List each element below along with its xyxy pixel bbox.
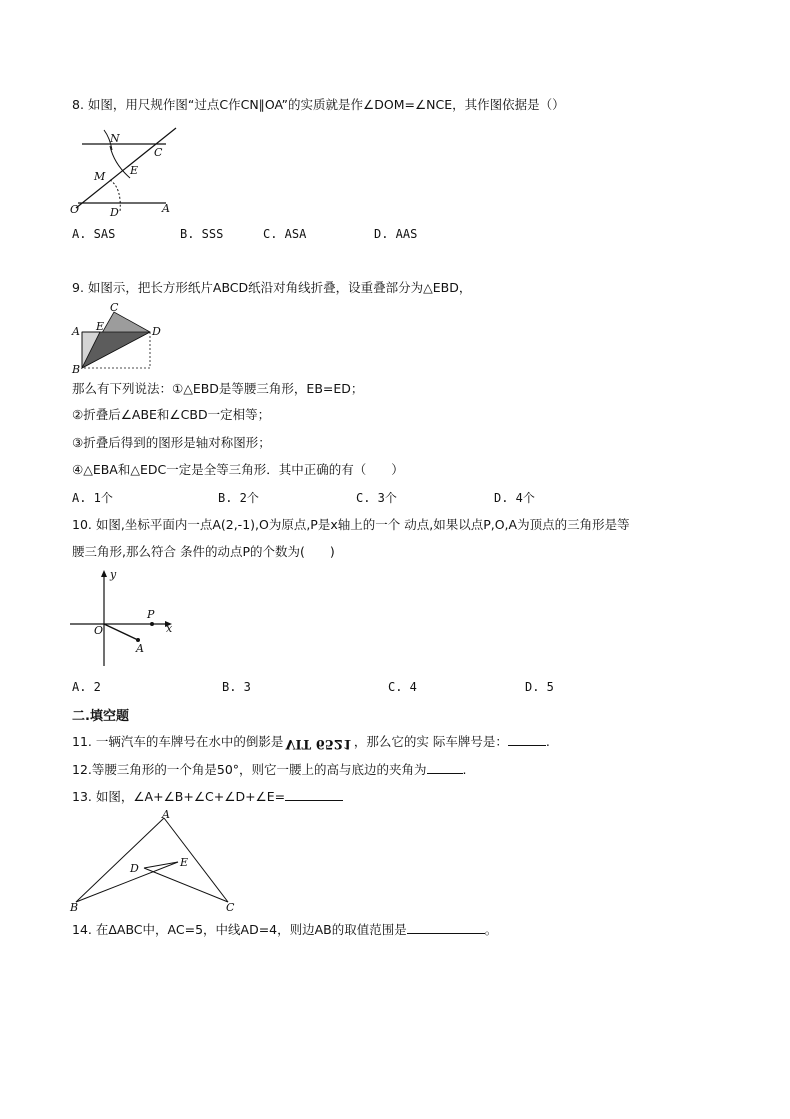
- q10-option-c: C. 4: [388, 680, 417, 694]
- q10-label-x: x: [166, 622, 173, 635]
- q8-option-d: D. AAS: [374, 227, 418, 241]
- q8-label-o: O: [70, 203, 80, 216]
- q13-segment-ed: [144, 862, 178, 868]
- q8-label-d: D: [110, 206, 119, 218]
- q12-text: 12.等腰三角形的一个角是50°，则它一腰上的高与底边的夹角为: [72, 762, 427, 777]
- q13-segment-be: [76, 862, 178, 902]
- q11-text-after: ，那么它的实 际车牌号是：: [353, 734, 508, 749]
- q11-answer-blank[interactable]: [508, 733, 546, 746]
- q8-text: 8. 如图，用尺规作图“过点C作CN∥OA”的实质就是作∠DOM=∠NCE，其作图依据是（）: [72, 97, 565, 112]
- q14-end: 。: [484, 922, 498, 937]
- q13-label-d: D: [130, 862, 139, 875]
- q9-label-c: C: [110, 302, 119, 314]
- q13-answer-blank[interactable]: [285, 788, 343, 801]
- q13-label-b: B: [70, 901, 79, 914]
- q13-label-c: C: [226, 901, 235, 914]
- q9-statement-1: 那么有下列说法：①△EBD是等腰三角形，EB=ED；: [72, 381, 364, 396]
- q11-text-before: 11. 一辆汽车的车牌号在水中的倒影是: [72, 734, 284, 749]
- q10-label-p: P: [147, 608, 155, 621]
- q9-text: 9. 如图示，把长方形纸片ABCD纸沿对角线折叠，设重叠部分为△EBD，: [72, 280, 472, 295]
- q13-line: [72, 788, 343, 806]
- q11-plate-reflection: VIT 6521: [285, 736, 352, 751]
- q14-text: 14. 在ΔABC中，AC=5，中线AD=4，则边AB的取值范围是: [72, 922, 407, 937]
- q9-option-c: C. 3个: [356, 491, 397, 505]
- q8-label-e: E: [130, 164, 139, 177]
- q10-point-p: [150, 622, 154, 626]
- q13-label-a: A: [162, 810, 170, 821]
- q9-label-d: D: [152, 325, 161, 338]
- q9-label-a: A: [72, 325, 80, 338]
- q10-label-a: A: [136, 642, 144, 655]
- q10-text-line2: 腰三角形,那么符合 条件的动点P的个数为( ): [72, 544, 335, 559]
- q13-label-e: E: [180, 856, 189, 869]
- q8-option-b: B. SSS: [180, 227, 224, 241]
- q14-line: [72, 921, 497, 939]
- q10-segment-oa: [104, 624, 138, 640]
- q10-text-line1: 10. 如图,坐标平面内一点A(2,-1),O为原点,P是x轴上的一个 动点,如果以点P,O,A为顶点的三角形是等: [72, 517, 630, 532]
- q13-segment-ba: [76, 818, 164, 902]
- q9-statement-3: ③折叠后得到的图形是轴对称图形；: [72, 435, 271, 450]
- q10-option-a: A. 2: [72, 680, 101, 694]
- q10-label-o: O: [94, 624, 104, 637]
- q8-label-m: M: [94, 170, 106, 183]
- q13-text: 13. 如图，∠A+∠B+∠C+∠D+∠E=: [72, 789, 286, 804]
- q11-line: 11. 一辆汽车的车牌号在水中的倒影是 VIT 6521 ，那么它的实 际车牌号是： .: [72, 734, 550, 751]
- section-title-fill-blank: 二.填空题: [72, 709, 129, 724]
- q10-option-d: D. 5: [525, 680, 554, 694]
- q9-figure: [70, 302, 165, 374]
- q10-label-y: y: [110, 568, 117, 581]
- q9-label-e: E: [96, 320, 105, 333]
- q8-label-n: N: [110, 132, 120, 145]
- q9-statement-2: ②折叠后∠ABE和∠CBD一定相等；: [72, 407, 271, 422]
- q12-line: 12.等腰三角形的一个角是50°，则它一腰上的高与底边的夹角为 .: [72, 762, 467, 777]
- q8-label-a: A: [162, 202, 170, 215]
- q8-figure: [70, 124, 185, 218]
- q8-label-c: C: [154, 146, 163, 159]
- q9-label-b: B: [72, 363, 81, 374]
- q13-figure: [66, 810, 246, 914]
- q9-option-b: B. 2个: [218, 491, 259, 505]
- q9-option-d: D. 4个: [494, 491, 535, 505]
- q10-figure: [68, 568, 178, 670]
- q12-answer-blank[interactable]: [427, 761, 463, 774]
- q8-option-c: C. ASA: [263, 227, 307, 241]
- q10-option-b: B. 3: [222, 680, 251, 694]
- q9-option-a: A. 1个: [72, 491, 113, 505]
- q9-statement-4: ④△EBA和△EDC一定是全等三角形．其中正确的有（ ）: [72, 462, 404, 477]
- q14-answer-blank[interactable]: [407, 921, 485, 934]
- q8-line-oc: [76, 128, 176, 208]
- q8-option-a: A. SAS: [72, 227, 116, 241]
